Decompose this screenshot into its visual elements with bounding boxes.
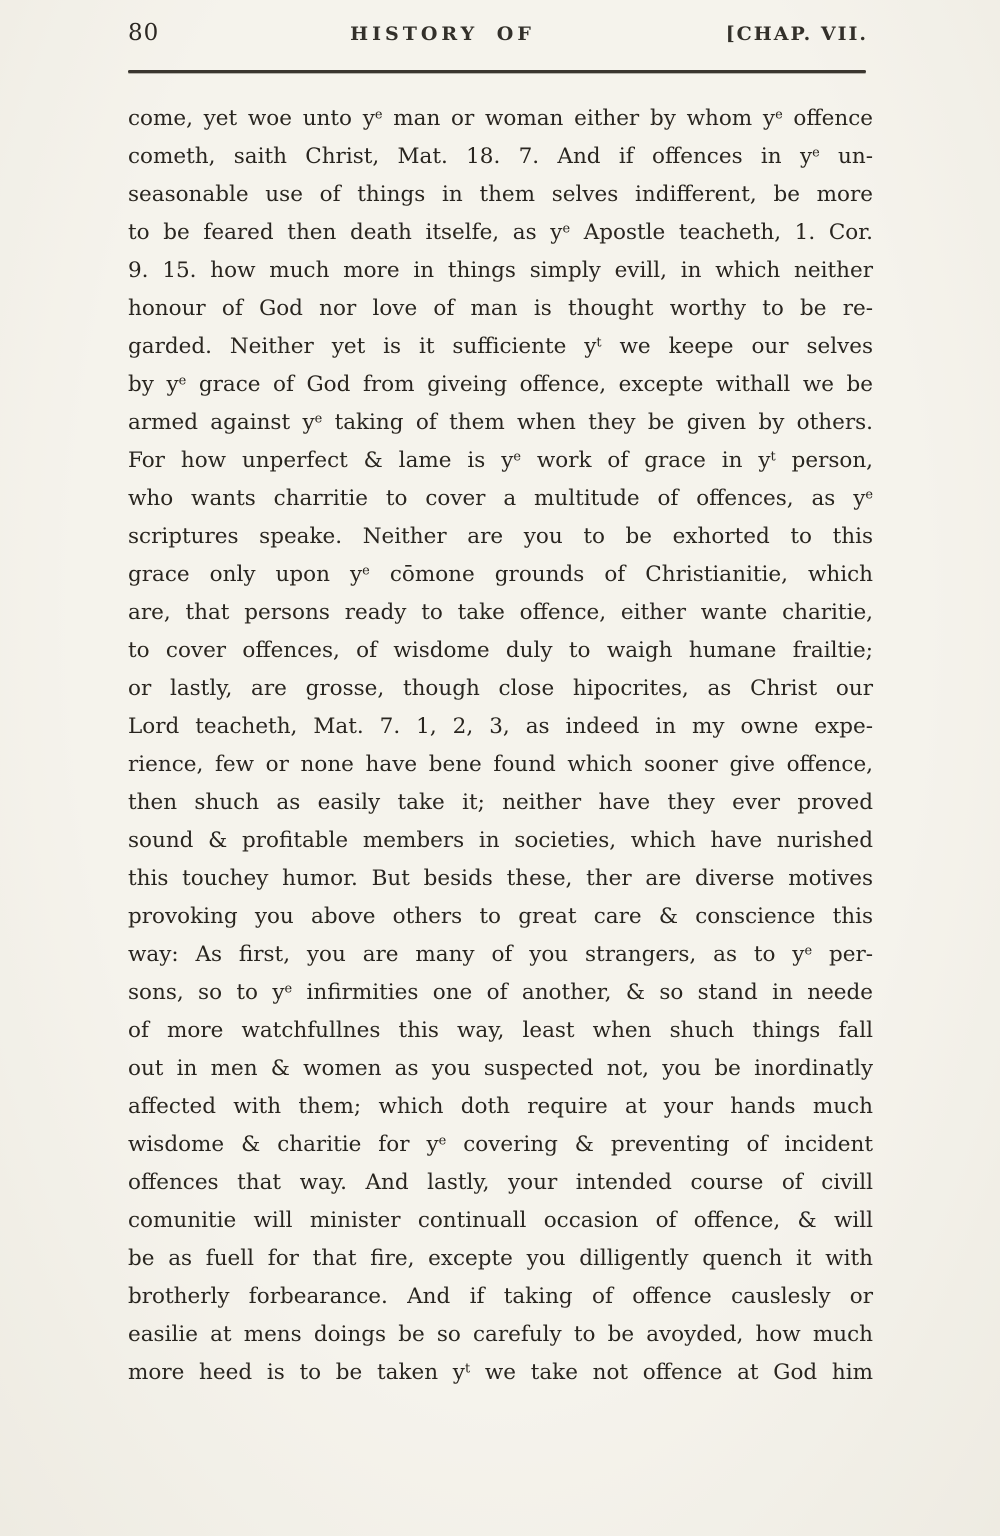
- text-line: this touchey humor. But besids these, ther are diverse motives: [128, 866, 873, 891]
- text-line: or lastly, are grosse, though close hipocrites, as Christ our: [128, 676, 873, 701]
- text-line: brotherly forbearance. And if taking of offence causlesly or: [128, 1284, 873, 1309]
- text-line: seasonable use of things in them selves indifferent, be more: [128, 182, 873, 207]
- header-rule: [128, 70, 866, 73]
- page-number: 80: [128, 20, 160, 46]
- text-line: who wants charritie to cover a multitude of offences, as $y^e$: [128, 486, 873, 511]
- text-line: rience, few or none have bene found which sooner give offence,: [128, 752, 873, 777]
- text-line: offences that way. And lastly, your intended course of civill: [128, 1170, 873, 1195]
- text-line: by $y^e$ grace of God from giveing offence, excepte withall we be: [128, 372, 873, 397]
- chapter-label: [CHAP. VII.: [725, 23, 868, 45]
- text-line: then shuch as easily take it; neither have they ever proved: [128, 790, 873, 815]
- text-line: sons, so to $y^e$ infirmities one of another, & so stand in neede: [128, 980, 874, 1005]
- text-line: cometh, saith Christ, Mat. 18. 7. And if offences in $y^e$ un-: [128, 144, 873, 169]
- text-line: be as fuell for that fire, excepte you dilligently quench it with: [128, 1246, 873, 1271]
- text-line: out in men & women as you suspected not, you be inordinatly: [128, 1056, 873, 1081]
- text-line: comunitie will minister continuall occasion of offence, & will: [128, 1208, 873, 1233]
- text-line: armed against $y^e$ taking of them when they be given by others.: [128, 410, 873, 435]
- text-line: wisdome & charitie for $y^e$ covering & preventing of incident: [128, 1132, 873, 1157]
- text-line: provoking you above others to great care & conscience this: [128, 904, 873, 929]
- text-line: scriptures speake. Neither are you to be exhorted to this: [128, 524, 873, 549]
- text-line: garded. Neither yet is it sufficiente $y^t$ we keepe our selves: [128, 334, 873, 359]
- text-line: are, that persons ready to take offence, either wante charitie,: [128, 600, 873, 625]
- body-text: [128, 100, 873, 1392]
- text-line: 9. 15. how much more in things simply evill, in which neither: [128, 258, 873, 283]
- text-line: more heed is to be taken $y^t$ we take not offence at God him: [128, 1360, 873, 1385]
- text-line: Lord teacheth, Mat. 7. 1, 2, 3, as indeed in my owne expe-: [128, 714, 873, 739]
- page-header: [128, 20, 868, 46]
- text-line: honour of God nor love of man is thought worthy to be re-: [128, 296, 873, 321]
- running-header-title: HISTORY OF: [350, 23, 535, 45]
- text-line: to cover offences, of wisdome duly to waigh humane frailtie;: [128, 638, 873, 663]
- text-line: affected with them; which doth require at your hands much: [128, 1094, 873, 1119]
- text-line: sound & profitable members in societies, which have nurished: [128, 828, 873, 853]
- text-line: grace only upon $y^e$ cōmone grounds of Christianitie, which: [128, 562, 873, 587]
- text-line: way: As first, you are many of you strangers, as to $y^e$ per-: [128, 942, 873, 967]
- text-line: come, yet woe unto $y^e$ man or woman either by whom $y^e$ offence: [128, 106, 873, 131]
- text-line: easilie at mens doings be so carefuly to be avoyded, how much: [128, 1322, 873, 1347]
- text-line: of more watchfullnes this way, least when shuch things fall: [128, 1018, 873, 1043]
- text-line: to be feared then death itselfe, as $y^e$ Apostle teacheth, 1. Cor.: [128, 220, 873, 245]
- text-line: For how unperfect & lame is $y^e$ work of grace in $y^t$ person,: [128, 448, 874, 473]
